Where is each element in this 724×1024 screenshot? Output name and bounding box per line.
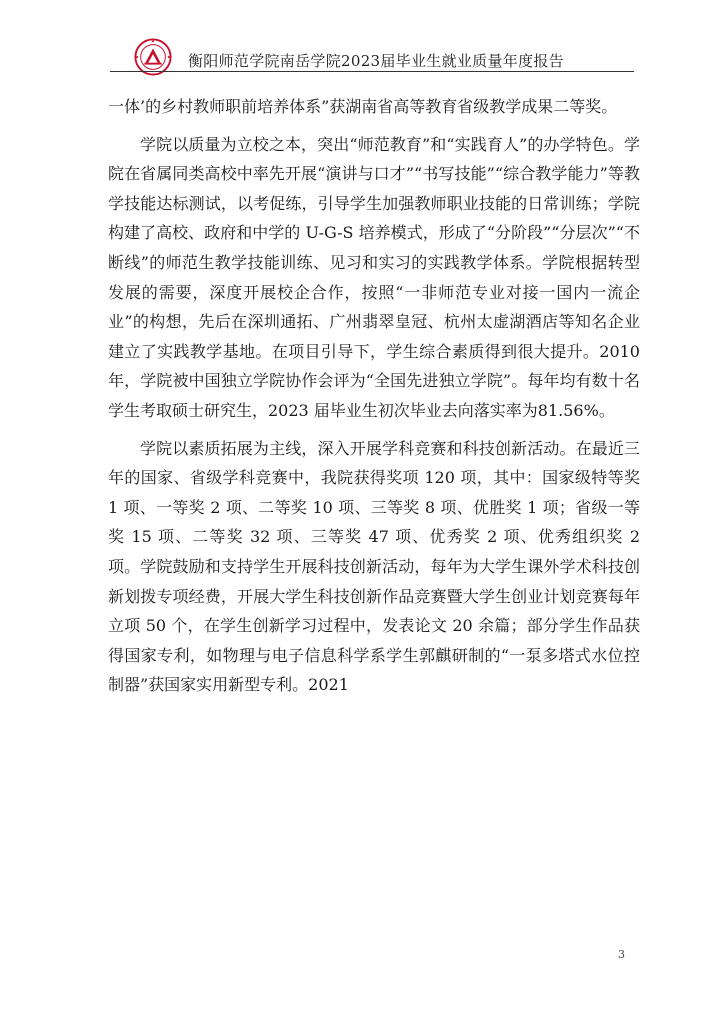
header-divider	[110, 71, 634, 72]
paragraph-teaching-practice: 学院以质量为立校之本，突出“师范教育”和“实践育人”的办学特色。学院在省属同类高校中率先开展“演讲与口才”“书写技能”“综合教学能力”等教学技能达标测试，以考促练，引导学生加强教师职业技能的日常训练；学院构建了高校、政府和中学的 U-G-S 培养模式，形成了“分阶段”“分层次”“不断线”的师范生教学技能训练、见习和实习的实践教学体系。学院根据转型发展的需要，深度开展校企合作，按照“一非师范专业对接一国内一流企业”的构想，先后在深圳通拓、广州翡翠皇冠、杭州太虚湖酒店等知名企业建立了实践教学基地。在项目引导下，学生综合素质得到很大提升。2010 年，学院被中国独立学院协作会评为“全国先进独立学院”。每年均有数十名学生考取硕士研究生，2023 届毕业生初次毕业去向落实率为81.56%。	[108, 134, 640, 420]
page-header	[110, 28, 634, 74]
page-number: 3	[618, 948, 625, 961]
paragraph-continuation: 一体’的乡村教师职前培养体系”获湖南省高等教育省级教学成果二等奖。	[108, 97, 618, 116]
paragraph-competitions: 学院以素质拓展为主线，深入开展学科竞赛和科技创新活动。在最近三年的国家、省级学科竞赛中，我院获得奖项 120 项，其中：国家级特等奖 1 项、一等奖 2 项、二等奖 10 项、三等奖 8 项、优胜奖 1 项；省级一等奖 15 项、二等奖 32 项、三等奖 47 项、优秀奖 2 项、优秀组织奖 2 项。学院鼓励和支持学生开展科技创新活动，每年为大学生课外学术科技创新划拨专项经费，开展大学生科技创新作品竞赛暨大学生创业计划竞赛每年立项 50 个，在学生创新学习过程中，发表论文 20 余篇；部分学生作品获得国家专利，如物理与电子信息科学系学生郭麒研制的“一泵多塔式水位控制器”获国家实用新型专利。2021	[108, 438, 640, 695]
document-body	[108, 92, 640, 700]
report-header-title: 衡阳师范学院南岳学院2023届毕业生就业质量年度报告	[188, 52, 564, 70]
